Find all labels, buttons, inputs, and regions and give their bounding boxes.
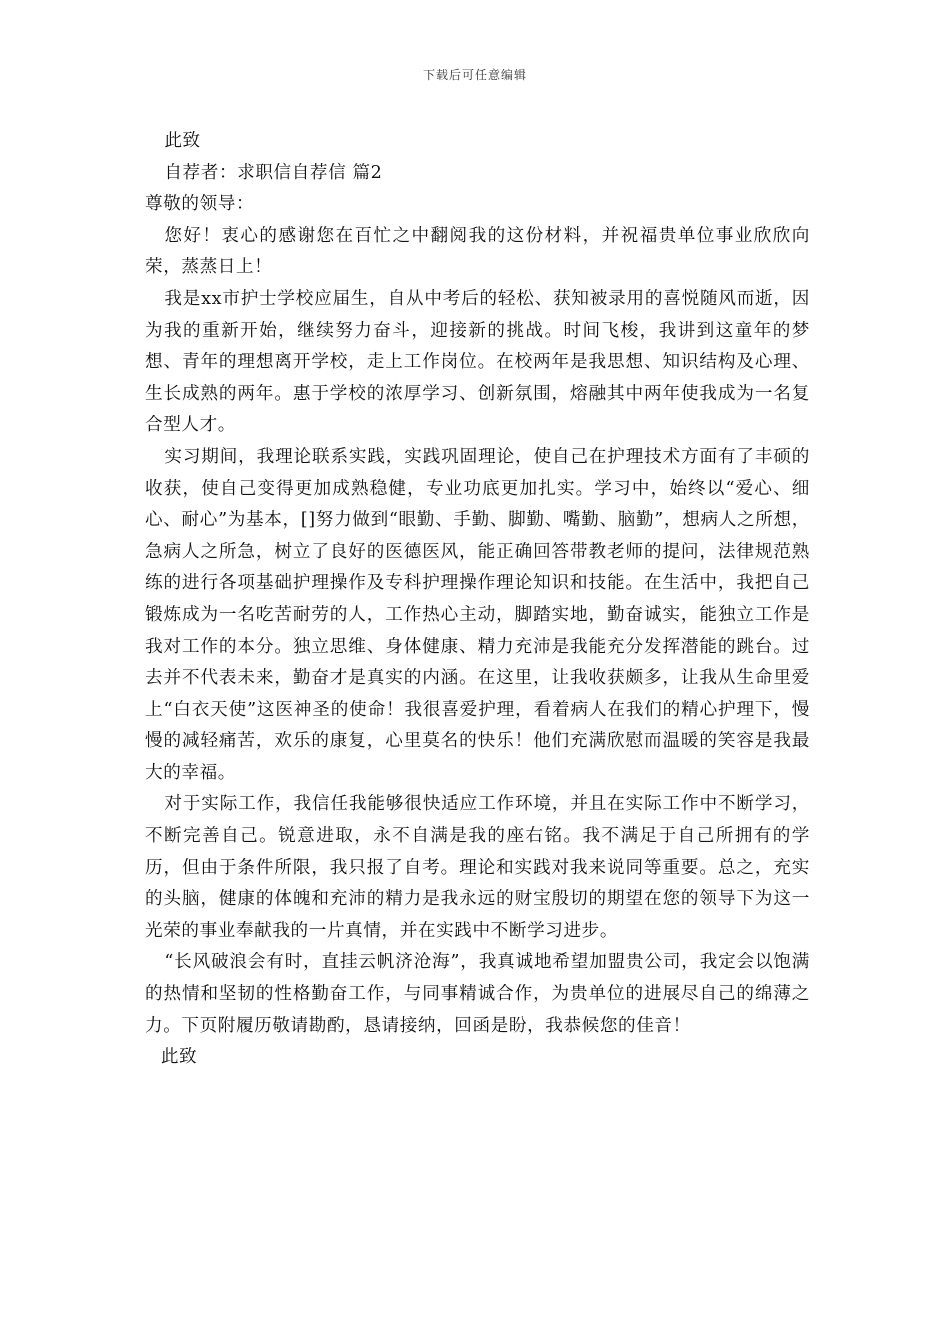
paragraph-work-attitude: 对于实际工作，我信任我能够很快适应工作环境，并且在实际工作中不断学习，不断完善自己。锐意进取，永不自满是我的座右铭。我不满足于自己所拥有的学历，但由于条件所限，我只报了自考。理论和实践对我来说同等重要。总之，充实的头脑，健康的体魄和充沛的精力是我永远的财宝殷切的期望在您的领导下为这一光荣的事业奉献我的一片真情，并在实践中不断学习进步。 [145, 794, 810, 941]
salutation: 尊敬的领导： [145, 194, 255, 215]
letter-body [145, 126, 810, 1074]
header-note: 下载后可任意编辑 [422, 68, 527, 82]
paragraph-introduction: 我是xx市护士学校应届生，自从中考后的轻松、获知被录用的喜悦随风而逝，因为我的重新开始，继续努力奋斗，迎接新的挑战。时间飞梭，我讲到这童年的梦想、青年的理想离开学校，走上工作岗位。在校两年是我思想、知识结构及心理、生长成熟的两年。惠于学校的浓厚学习、创新氛围，熔融其中两年使我成为一名复合型人才。 [145, 288, 810, 436]
paragraph-conclusion: “长风破浪会有时，直挂云帆济沧海”，我真诚地希望加盟贵公司，我定会以饱满的热情和坚韧的性格勤奋工作，与同事精诚合作，为贵单位的进展尽自己的绵薄之力。下页附履历敬请勘酌，恳请接纳，回函是盼，我恭候您的佳音！ [145, 952, 810, 1036]
paragraph-internship: 实习期间，我理论联系实践，实践巩固理论，使自己在护理技术方面有了丰硕的收获，使自己变得更加成熟稳健，专业功底更加扎实。学习中，始终以“爱心、细心、耐心”为基本，[]努力做到“眼勤、手勤、脚勤、嘴勤、脑勤”，想病人之所想，急病人之所急，树立了良好的医德医风，能正确回答带教老师的提问，法律规范熟练的进行各项基础护理操作及专科护理操作理论知识和技能。在生活中，我把自己锻炼成为一名吃苦耐劳的人，工作热心主动，脚踏实地，勤奋诚实，能独立工作是我对工作的本分。独立思维、身体健康、精力充沛是我能充分发挥潜能的跳台。过去并不代表未来，勤奋才是真实的内涵。在这里，让我收获颇多，让我从生命里爱上“白衣天使”这医神圣的使命！我很喜爱护理，看着病人在我们的精心护理下，慢慢的减轻痛苦，欢乐的康复，心里莫名的快乐！他们充满欣慰而温暖的笑容是我最大的幸福。 [145, 446, 810, 783]
closing-line-bottom: 此致 [160, 1047, 198, 1068]
closing-line-top: 此致 [164, 131, 201, 151]
signature-line: 自荐者：求职信自荐信 篇2 [164, 162, 383, 183]
paragraph-greeting: 您好！衷心的感谢您在百忙之中翻阅我的这份材料，并祝福贵单位事业欣欣向荣，蒸蒸日上！ [145, 225, 810, 278]
